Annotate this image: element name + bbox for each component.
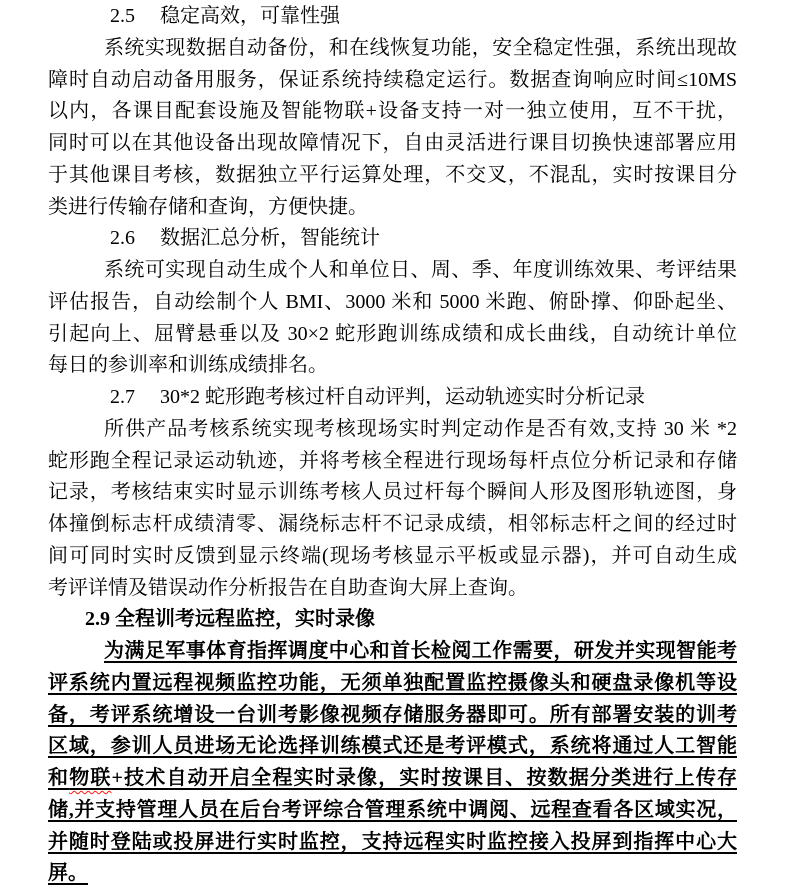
text-line xyxy=(48,446,737,478)
text-line xyxy=(48,128,737,160)
text-run: 并随时登陆或投屏进行实时监控，支持远程实时监控接入投屏到指挥中心大 xyxy=(48,830,737,853)
text-run: 评估报告，自动绘制个人 BMI、3000 米和 5000 米跑、俯卧撑、仰卧起坐、 xyxy=(48,290,737,313)
text-run: 以内，各课目配套设施及智能物联+设备支持一对一独立使用，互不干扰， xyxy=(48,100,737,123)
text-line xyxy=(48,541,737,573)
text-run: 屏。 xyxy=(48,862,88,885)
text-line xyxy=(48,827,737,859)
text-line xyxy=(48,858,737,890)
document-text xyxy=(48,1,737,890)
text-run: 所供产品考核系统实现考核现场实时判定动作是否有效,支持 30 米 *2 xyxy=(104,417,737,440)
text-run: 备，考评系统增设一台训考影像视频存储服务器即可。所有部署安装的训考 xyxy=(48,703,737,726)
text-run: 每日的参训率和训练成绩排名。 xyxy=(48,354,328,377)
text-run: 系统可实现自动生成个人和单位日、周、季、年度训练效果、考评结果 xyxy=(104,259,737,281)
text-line xyxy=(48,192,737,224)
text-run: 系统实现数据自动备份，和在线恢复功能，安全稳定性强，系统出现故 xyxy=(104,36,737,59)
text-line xyxy=(48,763,737,795)
text-run: 2.9 全程训考远程监控，实时录像 xyxy=(85,608,375,631)
text-run: 和 xyxy=(48,767,70,789)
text-run: 区域，参训人员进场无论选择训练模式还是考评模式，系统将通过人工智能 xyxy=(48,735,737,758)
text-line xyxy=(48,287,737,319)
text-line xyxy=(48,414,737,446)
text-run: 2.5 稳定高效，可靠性强 xyxy=(110,5,340,27)
text-line xyxy=(48,795,737,827)
text-line xyxy=(48,319,737,351)
text-run: 引起向上、屈臂悬垂以及 30×2 蛇形跑训练成绩和成长曲线，自动统计单位 xyxy=(48,322,737,345)
text-run: 体撞倒标志杆成绩清零、漏绕标志杆不记录成绩，相邻标志杆之间的经过时 xyxy=(48,513,737,535)
text-line xyxy=(48,731,737,763)
text-run: 评系统内置远程视频监控功能，无须单独配置监控摄像头和硬盘录像机等设 xyxy=(48,671,737,694)
spellcheck-flagged-text: 物联 xyxy=(69,767,112,789)
section-heading-2-5 xyxy=(48,1,737,33)
text-run: 间可同时实时反馈到显示终端(现场考核显示平板或显示器)，并可自动生成 xyxy=(48,544,737,567)
text-line xyxy=(48,255,737,287)
text-line xyxy=(48,160,737,192)
section-heading-2-7 xyxy=(48,382,737,414)
section-heading-2-9 xyxy=(48,604,737,636)
text-run: 为满足军事体育指挥调度中心和首长检阅工作需要，研发并实现智能考 xyxy=(104,640,737,662)
text-line xyxy=(48,350,737,382)
text-line xyxy=(48,700,737,732)
text-line xyxy=(48,96,737,128)
text-line xyxy=(48,573,737,605)
text-run: 类进行传输存储和查询，方便快捷。 xyxy=(48,195,368,218)
text-line xyxy=(48,65,737,97)
text-run: 考评详情及错误动作分析报告在自助查询大屏上查询。 xyxy=(48,576,528,599)
text-run: 同时可以在其他设备出现故障情况下，自由灵活进行课目切换快速部署应用 xyxy=(48,132,737,154)
text-run: 储,并支持管理人员在后台考评综合管理系统中调阅、远程查看各区域实况， xyxy=(48,798,737,821)
text-run: +技术自动开启全程实时录像，实时按课目、按数据分类进行上传存 xyxy=(111,767,738,789)
text-run: 蛇形跑全程记录运动轨迹，并将考核全程进行现场每杆点位分析记录和存储 xyxy=(48,449,737,472)
text-line xyxy=(48,636,737,668)
text-line xyxy=(48,33,737,65)
section-heading-2-6 xyxy=(48,223,737,255)
text-run: 于其他课目考核，数据独立平行运算处理，不交叉，不混乱，实时按课目分 xyxy=(48,163,737,186)
text-run: 2.7 30*2 蛇形跑考核过杆自动评判，运动轨迹实时分析记录 xyxy=(110,386,645,408)
text-run: 2.6 数据汇总分析，智能统计 xyxy=(110,227,380,250)
text-line xyxy=(48,477,737,509)
text-line xyxy=(48,509,737,541)
text-run: 记录，考核结束实时显示训练考核人员过杆每个瞬间人形及图形轨迹图，身 xyxy=(48,481,737,504)
text-run: 障时自动启动备用服务，保证系统持续稳定运行。数据查询响应时间≤10MS xyxy=(48,68,737,91)
text-line xyxy=(48,668,737,700)
